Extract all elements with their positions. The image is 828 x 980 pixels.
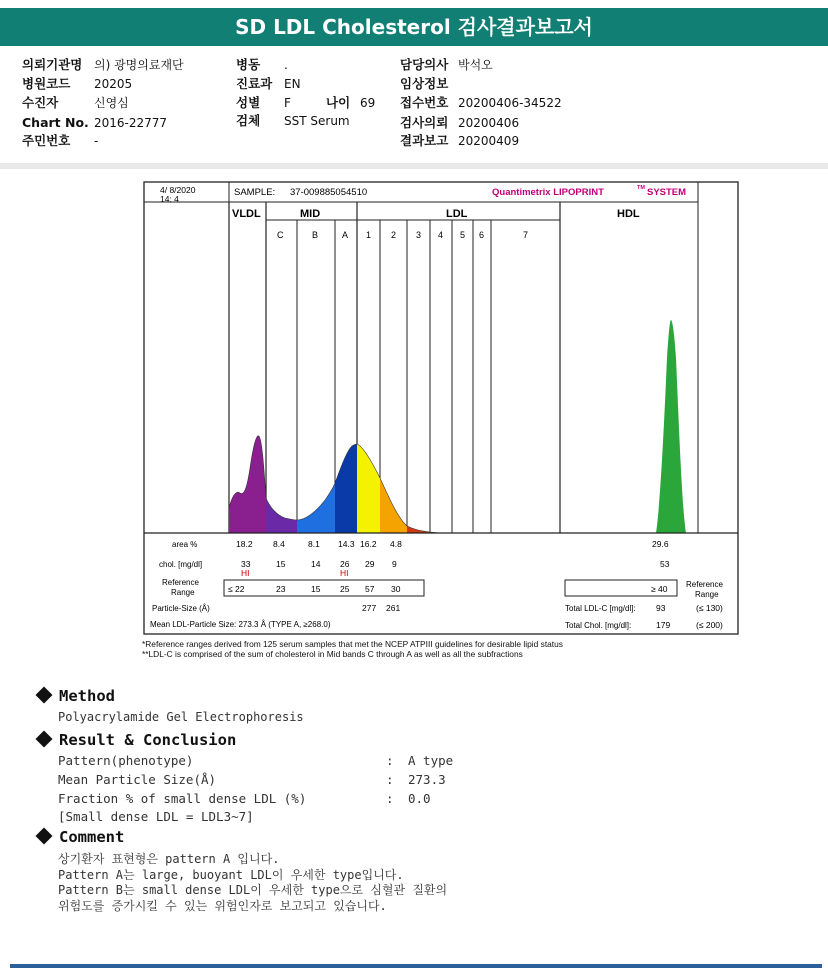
info-label: 진료과	[236, 76, 273, 91]
ref-value: 57	[365, 584, 375, 594]
subband-label: 7	[523, 230, 529, 240]
hi-flag-mid-a: HI	[340, 568, 349, 578]
comment-line: 위험도를 증가시킬 수 있는 위험인자로 보고되고 있습니다.	[58, 899, 387, 913]
info-value: SST Serum	[284, 114, 350, 128]
subband-label: A	[342, 230, 349, 240]
diamond-bullet-icon	[36, 731, 53, 748]
info-label: 결과보고	[400, 133, 449, 148]
brand-name: Quantimetrix LIPOPRINT	[492, 187, 604, 198]
result-label: Mean Particle Size(Å)	[58, 772, 217, 787]
footnote: **LDL-C is comprised of the sum of cholesterol in Mid bands C through A as well as all the subfractions	[142, 649, 523, 659]
lipoprint-chart	[140, 178, 744, 638]
chol-value: 33	[241, 559, 251, 569]
total-ldl-range: (≤ 130)	[696, 603, 723, 613]
info-value: 69	[360, 96, 376, 110]
result-value: A type	[408, 753, 454, 768]
group-vldl: VLDL	[232, 208, 261, 220]
ref-value: 15	[311, 584, 321, 594]
total-ldl-value: 93	[656, 603, 666, 613]
chol-value: 29	[365, 559, 375, 569]
total-chol-value: 179	[656, 620, 671, 630]
info-label: 검체	[236, 113, 261, 128]
hdl-ref-value: ≥ 40	[651, 584, 668, 594]
hdl-chol-value: 53	[660, 559, 670, 569]
info-label: 나이	[326, 95, 351, 110]
comment-heading	[36, 828, 124, 846]
subband-label: C	[277, 230, 284, 240]
chol-value: 14	[311, 559, 321, 569]
group-mid: MID	[300, 208, 321, 220]
subband-label: 4	[438, 230, 444, 240]
hi-flag-vldl: HI	[241, 568, 250, 578]
section-divider	[0, 163, 828, 169]
group-ldl: LDL	[446, 208, 468, 220]
subband-label: 1	[366, 230, 372, 240]
info-value: 20200406	[458, 116, 520, 130]
info-row	[22, 56, 82, 74]
info-value: 의) 광명의료재단	[94, 58, 184, 72]
result-label: Fraction % of small dense LDL (%)	[58, 791, 307, 806]
area-label: area %	[172, 540, 198, 549]
info-value: .	[284, 58, 288, 72]
result-value: 0.0	[408, 791, 431, 806]
ref-value: 23	[276, 584, 286, 594]
result-colon: :	[386, 791, 394, 806]
info-value: 신영심	[94, 96, 129, 110]
footnote: *Reference ranges derived from 125 serum samples that met the NCEP ATPIII guidelines for desirable lipid status	[142, 639, 563, 649]
comment-heading-text: Comment	[59, 828, 125, 846]
result-label: Pattern(phenotype)	[58, 753, 194, 768]
info-value: 박석오	[458, 58, 493, 72]
report-title: SD LDL Cholesterol 검사결과보고서	[0, 8, 828, 46]
chart-date: 4/ 8/2020	[160, 185, 196, 195]
group-hdl: HDL	[617, 208, 640, 220]
subband-label: 5	[460, 230, 466, 240]
result-colon: :	[386, 772, 394, 787]
info-label: 병원코드	[22, 76, 71, 91]
comment-line: Pattern B는 small dense LDL이 우세한 type으로 심혈관 질환의	[58, 883, 448, 897]
chart-time: 14: 4	[160, 194, 179, 204]
info-label: 성별	[236, 95, 261, 110]
chol-value: 26	[340, 559, 350, 569]
subband-label: B	[312, 230, 319, 240]
area-value: 18.2	[236, 539, 253, 549]
ref-label-right-2: Range	[695, 590, 719, 599]
ref-value: 30	[391, 584, 401, 594]
particle-size-value: 277	[362, 603, 377, 613]
info-value: 20205	[94, 77, 133, 91]
subband-label: 6	[479, 230, 485, 240]
ref-label-left-2: Range	[171, 588, 195, 597]
info-label: 임상정보	[400, 76, 449, 91]
hdl-area-value: 29.6	[652, 539, 669, 549]
sample-label: SAMPLE:	[234, 187, 276, 198]
subband-label: 3	[416, 230, 422, 240]
info-label: 주민번호	[22, 133, 71, 148]
info-value: 20200409	[458, 134, 520, 148]
comment-line: Pattern A는 large, buoyant LDL이 우세한 type입니다.	[58, 868, 404, 882]
total-ldl-label: Total LDL-C [mg/dl]:	[565, 604, 636, 613]
brand-tail: SYSTEM	[647, 187, 687, 198]
brand-tm: TM	[637, 185, 645, 191]
bottom-rule	[10, 964, 822, 968]
chol-value: 15	[276, 559, 286, 569]
ref-value: 25	[340, 584, 350, 594]
info-label: 검사의뢰	[400, 115, 449, 130]
ref-value: ≤ 22	[228, 584, 245, 594]
info-value: 2016-22777	[94, 116, 168, 130]
info-label: 수진자	[22, 95, 59, 110]
chart-frame	[144, 182, 738, 634]
particle-size-value: 261	[386, 603, 401, 613]
result-colon: :	[386, 753, 394, 768]
subband-label: 2	[391, 230, 397, 240]
info-value: F	[284, 96, 291, 110]
method-heading	[36, 687, 115, 705]
method-heading-text: Method	[59, 687, 115, 705]
info-value: EN	[284, 77, 301, 91]
info-label: 의뢰기관명	[22, 57, 83, 72]
info-value: 20200406-34522	[458, 96, 562, 110]
method-text: Polyacrylamide Gel Electrophoresis	[58, 710, 304, 724]
area-value: 16.2	[360, 539, 377, 549]
result-value: 273.3	[408, 772, 446, 787]
result-heading	[36, 731, 236, 749]
sample-id: 37-009885054510	[290, 187, 368, 198]
result-note: [Small dense LDL = LDL3~7]	[58, 809, 254, 824]
mean-ldl-label: Mean LDL-Particle Size: 273.3 Å (TYPE A, ≥268.0)	[150, 620, 331, 629]
particle-size-label: Particle-Size (Å)	[152, 604, 210, 613]
chol-value: 9	[392, 559, 397, 569]
ref-label-left: Reference	[162, 578, 199, 587]
info-value: -	[94, 134, 99, 148]
ref-label-right: Reference	[686, 580, 723, 589]
comment-line: 상기환자 표현형은 pattern A 입니다.	[58, 852, 280, 866]
info-label: 담당의사	[400, 57, 449, 72]
area-value: 14.3	[338, 539, 355, 549]
info-label: 병동	[236, 57, 261, 72]
area-value: 8.4	[273, 539, 285, 549]
info-label: 접수번호	[400, 95, 449, 110]
diamond-bullet-icon	[36, 828, 53, 845]
info-label: Chart No.	[22, 115, 89, 130]
area-value: 4.8	[390, 539, 402, 549]
total-chol-range: (≤ 200)	[696, 620, 723, 630]
diamond-bullet-icon	[36, 687, 53, 704]
total-chol-label: Total Chol. [mg/dl]:	[565, 621, 632, 630]
result-heading-text: Result & Conclusion	[59, 731, 237, 749]
area-value: 8.1	[308, 539, 320, 549]
chol-label: chol. [mg/dl]	[159, 560, 203, 569]
